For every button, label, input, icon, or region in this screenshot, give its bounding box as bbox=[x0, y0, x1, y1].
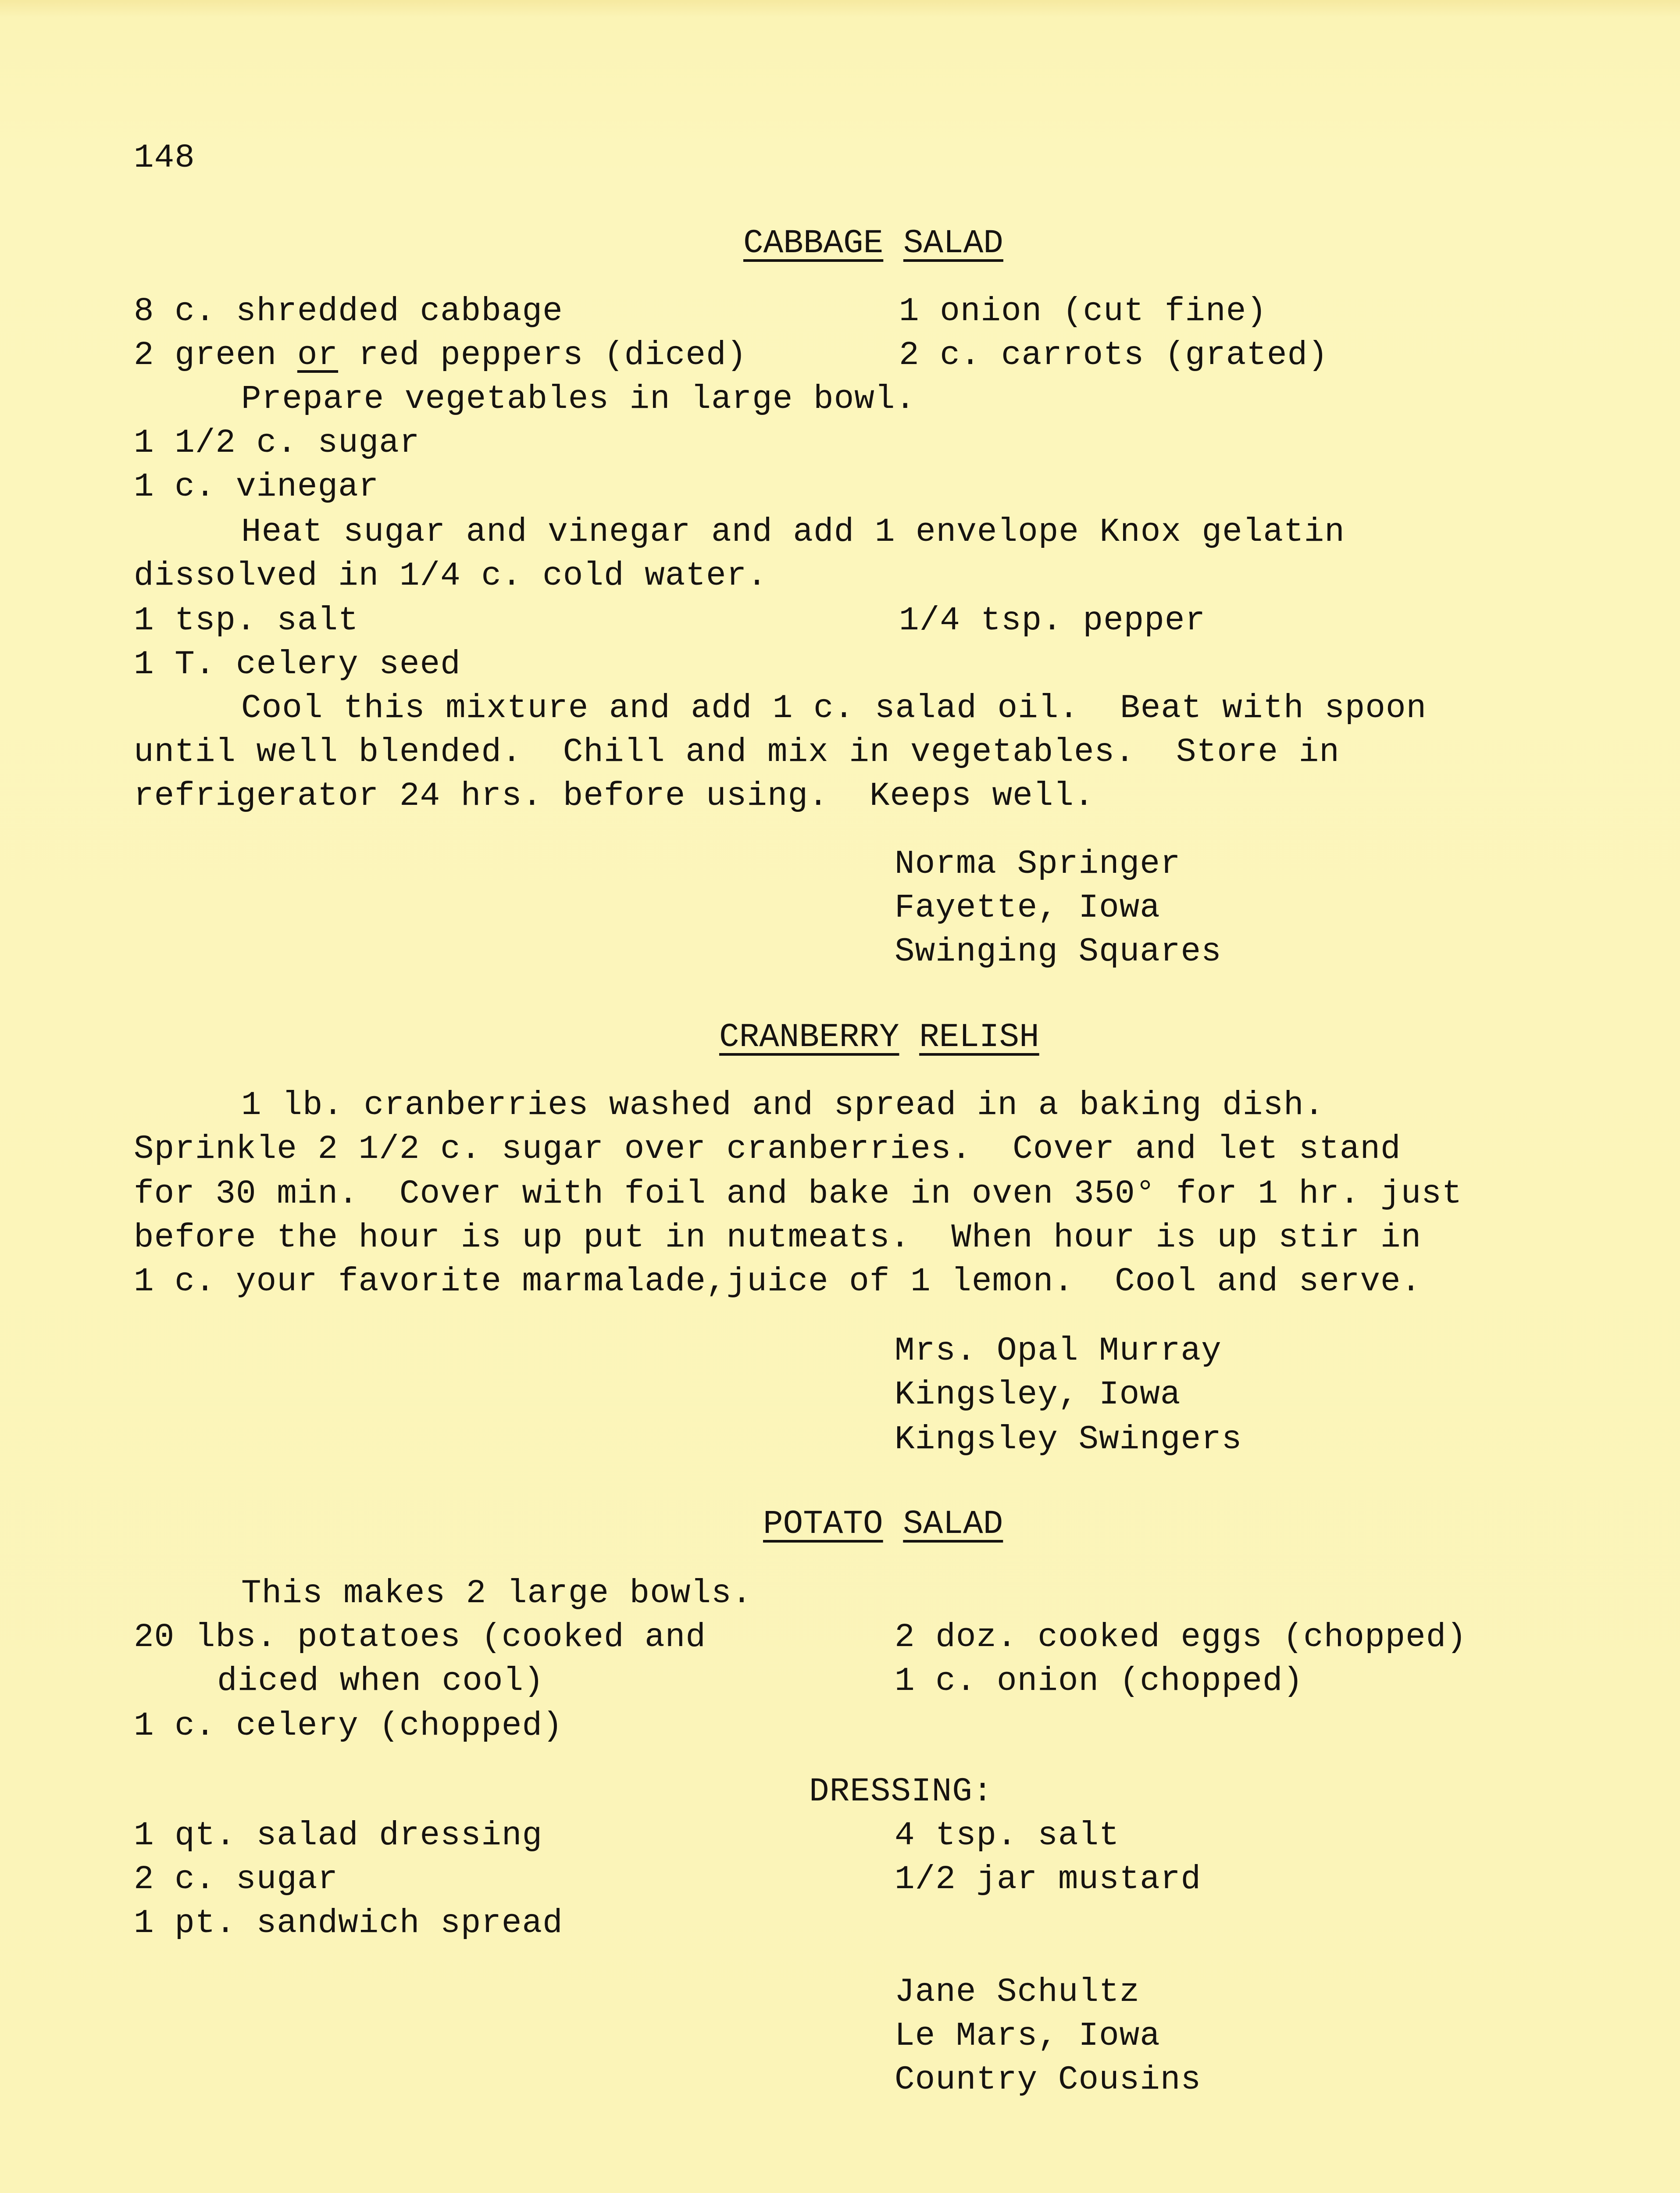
cabbage-line-3: Prepare vegetables in large bowl. bbox=[241, 380, 916, 418]
potato-line-2-right: 2 doz. cooked eggs (chopped) bbox=[895, 1618, 1467, 1656]
cabbage-salad-title bbox=[743, 221, 1003, 265]
cabbage-line-8-right: 1/4 tsp. pepper bbox=[899, 602, 1206, 639]
cabbage-line-2-left bbox=[134, 333, 747, 377]
potato-signature-name: Jane Schultz bbox=[895, 1973, 1140, 2011]
potato-title-word-1: POTATO bbox=[763, 1505, 883, 1543]
cranberry-line-1: 1 lb. cranberries washed and spread in a baking dish. bbox=[241, 1086, 1325, 1124]
dressing-line-3-left: 1 pt. sandwich spread bbox=[134, 1904, 563, 1942]
potato-line-3-left: diced when cool) bbox=[217, 1662, 544, 1700]
cabbage-line-8-left: 1 tsp. salt bbox=[134, 602, 359, 639]
dressing-line-1-left: 1 qt. salad dressing bbox=[134, 1817, 543, 1854]
potato-title-word-2: SALAD bbox=[903, 1505, 1003, 1543]
cranberry-line-3: for 30 min. Cover with foil and bake in oven 350° for 1 hr. just bbox=[134, 1175, 1462, 1213]
cabbage-line-4: 1 1/2 c. sugar bbox=[134, 424, 420, 462]
cabbage-line-12: refrigerator 24 hrs. before using. Keeps well. bbox=[134, 777, 1095, 815]
potato-line-3-right: 1 c. onion (chopped) bbox=[895, 1662, 1304, 1700]
cranberry-line-5: 1 c. your favorite marmalade,juice of 1 lemon. Cool and serve. bbox=[134, 1263, 1422, 1300]
cabbage-line-6: Heat sugar and vinegar and add 1 envelope Knox gelatin bbox=[241, 513, 1345, 551]
cranberry-signature-name: Mrs. Opal Murray bbox=[895, 1332, 1222, 1370]
potato-signature-club: Country Cousins bbox=[895, 2061, 1202, 2099]
dressing-label: DRESSING: bbox=[809, 1773, 993, 1811]
cabbage-line-10: Cool this mixture and add 1 c. salad oil. Beat with spoon bbox=[241, 689, 1427, 727]
cabbage-line-2-a: 2 green bbox=[134, 336, 297, 374]
potato-line-2-left: 20 lbs. potatoes (cooked and bbox=[134, 1618, 706, 1656]
cranberry-line-4: before the hour is up put in nutmeats. When hour is up stir in bbox=[134, 1219, 1422, 1257]
cabbage-line-5: 1 c. vinegar bbox=[134, 468, 379, 506]
dressing-line-2-right: 1/2 jar mustard bbox=[895, 1861, 1202, 1898]
cabbage-signature-town: Fayette, Iowa bbox=[895, 889, 1160, 927]
cranberry-relish-title bbox=[719, 1015, 1039, 1059]
cranberry-title-word-1: CRANBERRY bbox=[719, 1018, 899, 1056]
potato-line-4: 1 c. celery (chopped) bbox=[134, 1707, 563, 1745]
potato-line-1: This makes 2 large bowls. bbox=[241, 1575, 753, 1612]
cabbage-line-1-left: 8 c. shredded cabbage bbox=[134, 293, 563, 330]
cranberry-signature-club: Kingsley Swingers bbox=[895, 1421, 1242, 1458]
cabbage-line-2-b: red peppers (diced) bbox=[338, 336, 747, 374]
cranberry-signature-town: Kingsley, Iowa bbox=[895, 1376, 1181, 1414]
cabbage-line-1-right: 1 onion (cut fine) bbox=[899, 293, 1267, 330]
cranberry-title-word-2: RELISH bbox=[919, 1018, 1039, 1056]
cabbage-title-word-2: SALAD bbox=[903, 225, 1003, 262]
cabbage-line-2-right: 2 c. carrots (grated) bbox=[899, 336, 1328, 374]
cabbage-signature-name: Norma Springer bbox=[895, 845, 1181, 883]
dressing-line-2-left: 2 c. sugar bbox=[134, 1861, 339, 1898]
cabbage-signature-club: Swinging Squares bbox=[895, 933, 1222, 971]
potato-signature-town: Le Mars, Iowa bbox=[895, 2017, 1160, 2055]
cabbage-line-2-or: or bbox=[297, 336, 339, 374]
cabbage-title-word-1: CABBAGE bbox=[743, 225, 884, 262]
potato-salad-title bbox=[763, 1502, 1003, 1546]
cabbage-line-7: dissolved in 1/4 c. cold water. bbox=[134, 557, 767, 595]
cranberry-line-2: Sprinkle 2 1/2 c. sugar over cranberries. Cover and let stand bbox=[134, 1130, 1401, 1168]
dressing-line-1-right: 4 tsp. salt bbox=[895, 1817, 1120, 1854]
cabbage-line-9: 1 T. celery seed bbox=[134, 646, 461, 683]
page-number: 148 bbox=[134, 139, 195, 177]
cabbage-line-11: until well blended. Chill and mix in vegetables. Store in bbox=[134, 733, 1340, 771]
